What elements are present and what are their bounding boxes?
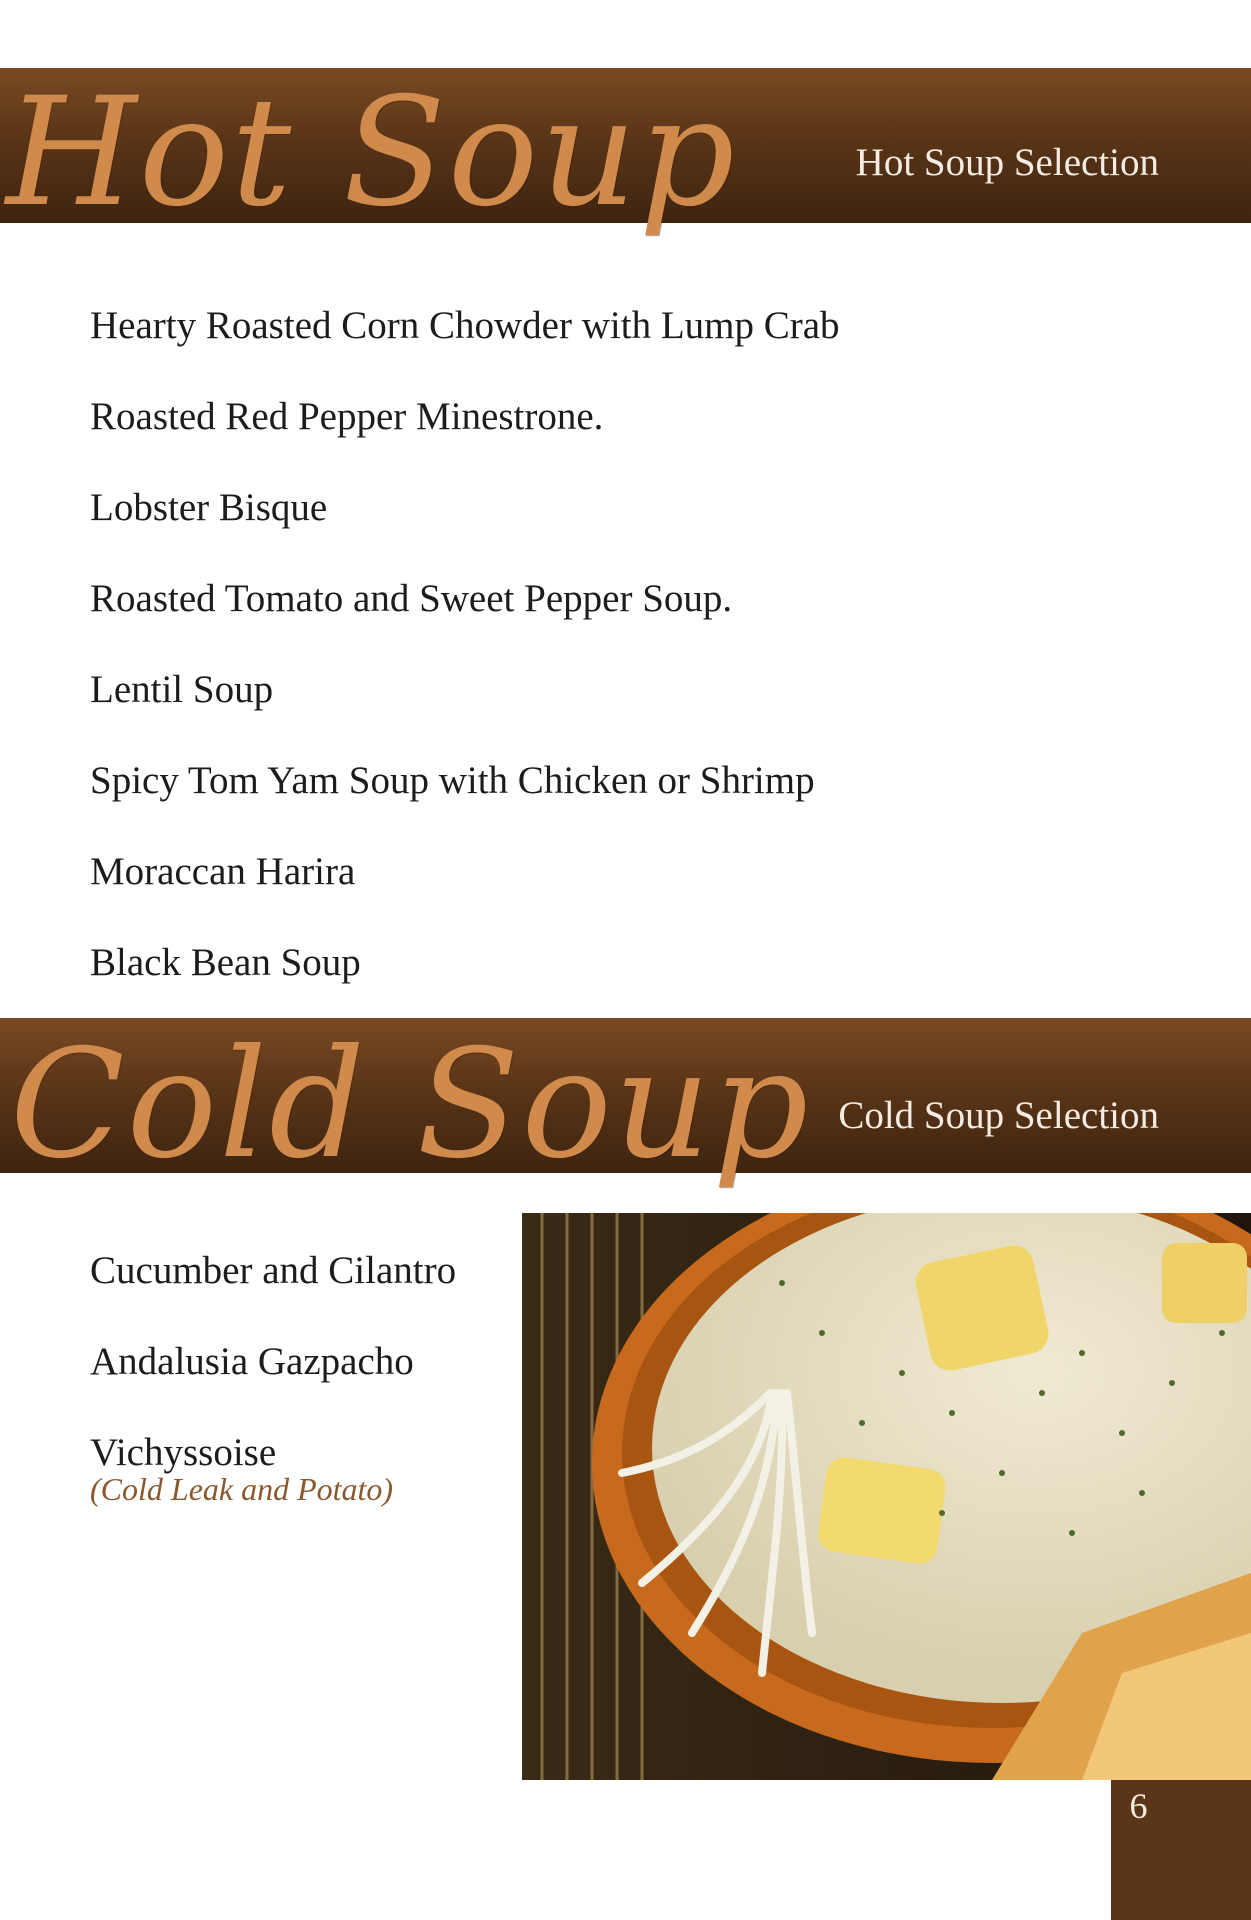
hot-soup-item: Moraccan Harira [90,850,356,893]
hot-soup-item: Roasted Red Pepper Minestrone. [90,395,604,438]
cold-soup-item: Andalusia Gazpacho [90,1340,414,1383]
cold-soup-selection-label: Cold Soup Selection [838,1094,1159,1137]
page-number: 6 [1129,1786,1148,1826]
hot-soup-title: Hot Soup [6,66,737,240]
hot-soup-list [90,300,840,1028]
cold-soup-item-name: Vichyssoise [90,1431,277,1474]
cold-soup-item [90,1427,456,1518]
hot-soup-item: Roasted Tomato and Sweet Pepper Soup. [90,577,733,620]
soup-bowl-illustration [522,1213,1251,1780]
cold-soup-list [90,1245,456,1518]
hot-soup-selection-label: Hot Soup Selection [855,141,1159,184]
cold-soup-item-note: (Cold Leak and Potato) [90,1471,394,1507]
cold-soup-item: Cucumber and Cilantro [90,1249,457,1292]
hot-soup-item: Lobster Bisque [90,486,328,529]
hot-soup-item: Spicy Tom Yam Soup with Chicken or Shrimp [90,759,815,802]
soup-photo [522,1213,1251,1780]
hot-soup-item: Black Bean Soup [90,941,361,984]
hot-soup-item: Lentil Soup [90,668,274,711]
hot-soup-item: Hearty Roasted Corn Chowder with Lump Crab [90,304,840,347]
cold-soup-title: Cold Soup [10,1018,811,1192]
